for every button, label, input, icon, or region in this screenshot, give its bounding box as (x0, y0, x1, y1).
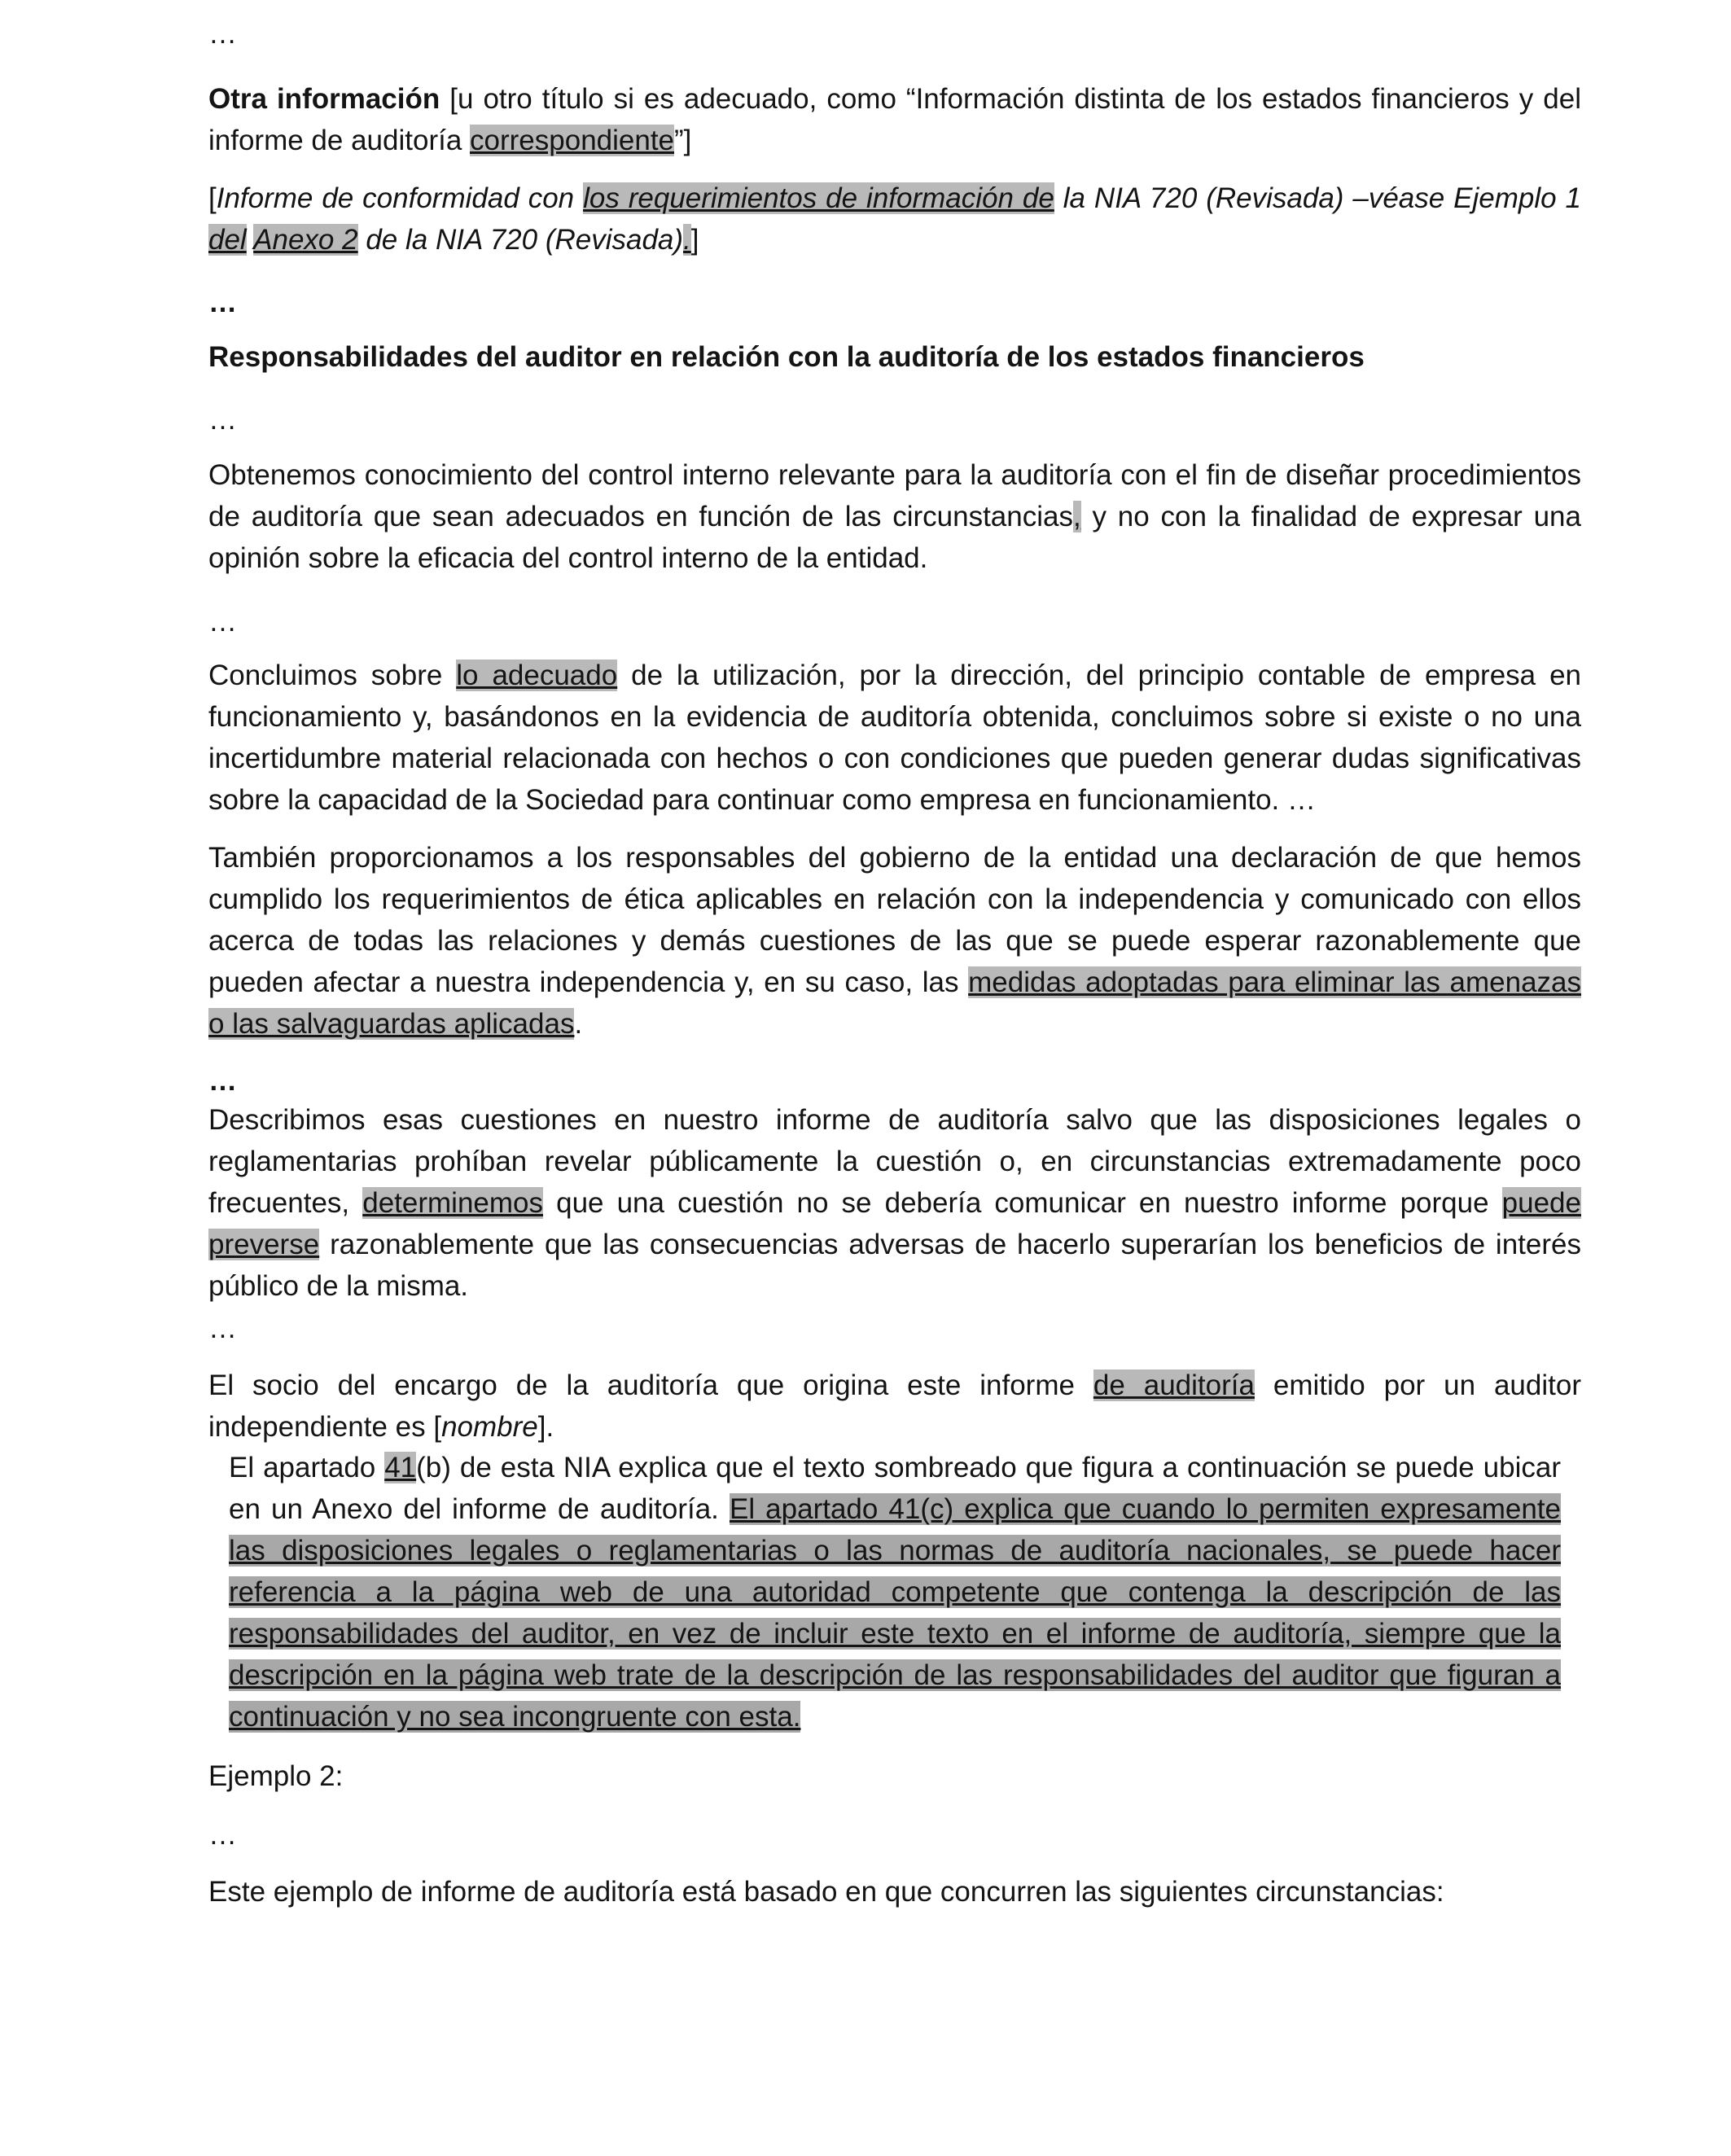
highlighted-text: correspondiente (470, 125, 675, 156)
paragraph-empresa-funcionamiento: Concluimos sobre lo adecuado de la utilización, por la dirección, del principio contable de empresa en funcionamiento y, basándonos en la evidencia de auditoría obtenida, concluimos sobre si existe o no una incertidumbre material relacionada con hechos o con condiciones que pueden generar dudas significativas sobre la capacidad de la Sociedad para continuar como empresa en funcionamiento. … (208, 660, 1581, 816)
paragraph-control-interno: Obtenemos conocimiento del control interno relevante para la auditoría con el fin de diseñar procedimientos de auditoría que sean adecuados en función de las circunstancias, y no con la finalidad de expresar una opinión sobre la eficacia del control interno de la entidad. (208, 459, 1581, 574)
highlighted-text: de auditoría (1093, 1369, 1255, 1401)
paragraph-informe-conformidad: [Informe de conformidad con los requerimientos de información de la NIA 720 (Revisada) –véase Ejemplo 1 del Anexo 2 de la NIA 720 (Revisada).] (208, 182, 1581, 256)
highlighted-text: medidas adoptadas para eliminar las amenazas o las salvaguardas aplicadas (208, 966, 1582, 1040)
ellipsis: … (208, 606, 237, 638)
paragraph-independencia: También proporcionamos a los responsables del gobierno de la entidad una declaración de que hemos cumplido los requerimientos de ética aplicables en relación con la independencia y comunicado con ellos acerca de todas las relaciones y demás cuestiones de las que se puede esperar razonablemente que pueden afectar a nuestra independencia y, en su caso, las medidas adoptadas para eliminar las amenazas o las salvaguardas aplicadas. (208, 842, 1582, 1040)
paragraph-describimos: Describimos esas cuestiones en nuestro informe de auditoría salvo que las disposiciones legales o reglamentarias prohíban revelar públicamente la cuestión o, en circunstancias extremadamente poco frecuentes, determinemos que una cuestión no se debería comunicar en nuestro informe porque puede preverse razonablemente que las consecuencias adversas de hacerlo superarían los beneficios de interés público de la misma. (208, 1104, 1581, 1302)
section-heading-responsabilidades: Responsabilidades del auditor en relación con la auditoría de los estados financieros (208, 341, 1365, 373)
ellipsis: … (208, 404, 237, 436)
highlighted-text: puede preverse (208, 1187, 1581, 1260)
note-apartado-41: El apartado 41(b) de esta NIA explica que el texto sombreado que figura a continuación se puede ubicar en un Anexo del informe de auditoría. El apartado 41(c) explica que cuando lo permiten expresamente las disposiciones legales o reglamentarias o las normas de auditoría nacionales, se puede hacer referencia a la página web de una autoridad competente que contenga la descripción de las responsabilidades del auditor, en vez de incluir este texto en el informe de auditoría, siempre que la descripción en la página web trate de la descripción de las responsabilidades del auditor que figuran a continuación y no sea incongruente con esta. (229, 1452, 1562, 1733)
highlighted-text: . (683, 224, 691, 256)
section-heading: Otra información (208, 83, 440, 115)
paragraph-socio-encargo: El socio del encargo de la auditoría que origina este informe de auditoría emitido por un auditor independiente es [nombre]. (208, 1369, 1581, 1443)
ellipsis-top: … (208, 18, 237, 50)
ejemplo-2-label: Ejemplo 2: (208, 1760, 344, 1792)
ellipsis-bold: … (208, 1065, 237, 1097)
highlighted-text: determinemos (362, 1187, 544, 1219)
highlighted-text: Anexo 2 (253, 224, 358, 256)
highlighted-text: 41 (384, 1452, 417, 1483)
highlighted-text: , (1072, 501, 1081, 532)
ellipsis-bold: … (208, 287, 237, 318)
highlighted-text: del (208, 224, 247, 256)
ellipsis: … (208, 1819, 237, 1851)
ellipsis: … (208, 1312, 237, 1344)
highlighted-text: El apartado 41(c) explica que cuando lo permiten expresamente las disposiciones legales o reglamentarias o las normas de auditoría nacionales, se puede hacer referencia a la página web de una autoridad competente que contenga la descripción de las responsabilidades del auditor, en vez de incluir este texto en el informe de auditoría, siempre que la descripción en la página web trate de la descripción de las responsabilidades del auditor que figuran a continuación y no sea incongruente con esta. (229, 1493, 1562, 1733)
paragraph-otra-informacion: Otra información [u otro título si es adecuado, como “Información distinta de los estados financieros y del informe de auditoría correspondiente”] (208, 83, 1582, 156)
highlighted-text: lo adecuado (456, 660, 618, 691)
paragraph-circunstancias: Este ejemplo de informe de auditoría está basado en que concurren las siguientes circunstancias: (208, 1876, 1444, 1908)
highlighted-text: los requerimientos de información de (583, 182, 1054, 214)
